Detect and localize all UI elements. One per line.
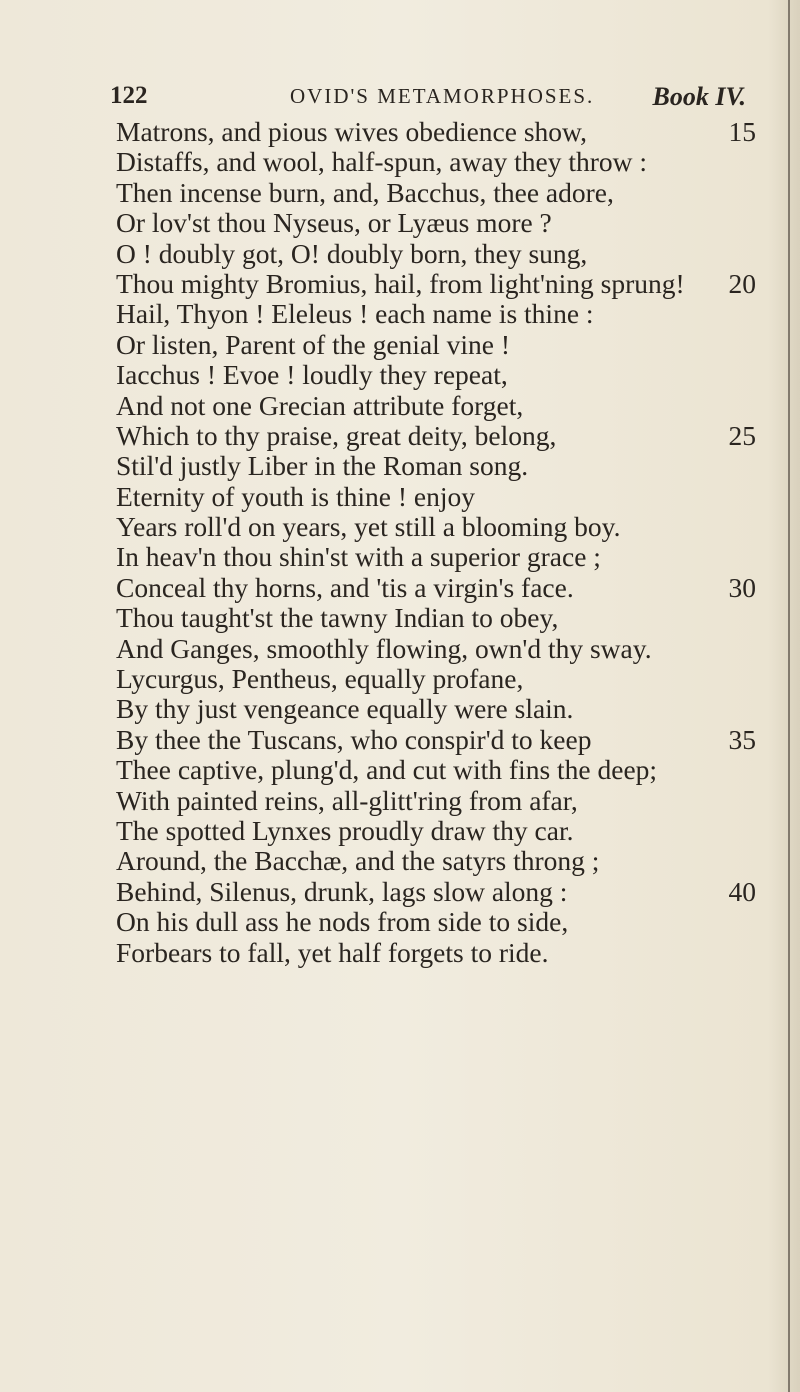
page-header bbox=[100, 82, 750, 118]
line-number: 20 bbox=[728, 267, 756, 299]
verse-line bbox=[116, 664, 756, 694]
running-title: OVID'S METAMORPHOSES. bbox=[290, 84, 595, 108]
verse-line bbox=[116, 512, 756, 542]
verse-line-text: Or listen, Parent of the genial vine ! bbox=[116, 328, 511, 360]
verse-line-text: And Ganges, smoothly flowing, own'd thy sway. bbox=[116, 632, 652, 664]
page-number: 122 bbox=[110, 82, 148, 109]
verse-line-text: With painted reins, all-glitt'ring from afar, bbox=[116, 784, 578, 816]
verse-line bbox=[116, 603, 756, 633]
verse-line bbox=[116, 208, 756, 238]
verse-line-text: Iacchus ! Evoe ! loudly they repeat, bbox=[116, 359, 508, 391]
verse-line-text: Then incense burn, and, Bacchus, thee adore, bbox=[116, 176, 614, 208]
verse-line-text: Behind, Silenus, drunk, lags slow along : bbox=[116, 875, 568, 907]
verse-line-text: Thou taught'st the tawny Indian to obey, bbox=[116, 602, 559, 634]
verse-line bbox=[116, 451, 756, 481]
verse-line-text: Lycurgus, Pentheus, equally profane, bbox=[116, 663, 524, 695]
verse-line bbox=[116, 482, 756, 512]
verse-line-text: Years roll'd on years, yet still a blooming boy. bbox=[116, 511, 621, 543]
verse-line bbox=[116, 299, 756, 329]
verse-line-text: Forbears to fall, yet half forgets to ride. bbox=[116, 936, 549, 968]
verse-line-text: Around, the Bacchæ, and the satyrs throng ; bbox=[116, 845, 600, 877]
verse-line-text: The spotted Lynxes proudly draw thy car. bbox=[116, 814, 574, 846]
verse-line bbox=[116, 178, 756, 208]
verse-line bbox=[116, 755, 756, 785]
line-number: 15 bbox=[728, 116, 756, 147]
verse-line bbox=[116, 816, 756, 846]
line-number: 40 bbox=[728, 875, 756, 907]
verse-line-text: By thy just vengeance equally were slain. bbox=[116, 693, 574, 725]
verse-line bbox=[116, 330, 756, 360]
verse-line bbox=[116, 634, 756, 664]
verse-line-text: Which to thy praise, great deity, belong, bbox=[116, 419, 557, 451]
verse-line-text: On his dull ass he nods from side to side, bbox=[116, 906, 569, 938]
verse-line-text: Eternity of youth is thine ! enjoy bbox=[116, 480, 475, 512]
verse-line bbox=[116, 846, 756, 876]
verse-line bbox=[116, 786, 756, 816]
verse-line bbox=[116, 239, 756, 269]
verse-line bbox=[116, 542, 756, 572]
verse-line-text: Thou mighty Bromius, hail, from light'ning sprung! bbox=[116, 267, 685, 299]
verse-line bbox=[116, 725, 756, 755]
verse-line-text: Thee captive, plung'd, and cut with fins the deep; bbox=[116, 754, 658, 786]
verse-line-text: And not one Grecian attribute forget, bbox=[116, 389, 524, 421]
verse-line-text: Matrons, and pious wives obedience show, bbox=[116, 116, 587, 147]
book-reference: Book IV. bbox=[652, 82, 746, 111]
line-number: 30 bbox=[728, 571, 756, 603]
verse-line bbox=[116, 269, 756, 299]
line-number: 25 bbox=[728, 419, 756, 451]
verse-line bbox=[116, 938, 756, 968]
line-number: 35 bbox=[728, 723, 756, 755]
verse-line bbox=[116, 360, 756, 390]
verse-line-text: Stil'd justly Liber in the Roman song. bbox=[116, 450, 529, 482]
verse-block bbox=[116, 117, 756, 968]
page-edge bbox=[788, 0, 790, 1392]
verse-line bbox=[116, 694, 756, 724]
verse-line-text: Or lov'st thou Nyseus, or Lyæus more ? bbox=[116, 207, 552, 239]
verse-line-text: By thee the Tuscans, who conspir'd to keep bbox=[116, 723, 592, 755]
verse-line bbox=[116, 907, 756, 937]
verse-line-text: Hail, Thyon ! Eleleus ! each name is thine : bbox=[116, 298, 594, 330]
verse-line bbox=[116, 117, 756, 147]
verse-line bbox=[116, 391, 756, 421]
verse-line-text: Conceal thy horns, and 'tis a virgin's face. bbox=[116, 571, 574, 603]
verse-line-text: O ! doubly got, O! doubly born, they sung, bbox=[116, 237, 588, 269]
verse-line-text: In heav'n thou shin'st with a superior grace ; bbox=[116, 541, 601, 573]
verse-line bbox=[116, 421, 756, 451]
verse-line bbox=[116, 147, 756, 177]
verse-line-text: Distaffs, and wool, half-spun, away they throw : bbox=[116, 146, 648, 178]
verse-line bbox=[116, 877, 756, 907]
verse-line bbox=[116, 573, 756, 603]
